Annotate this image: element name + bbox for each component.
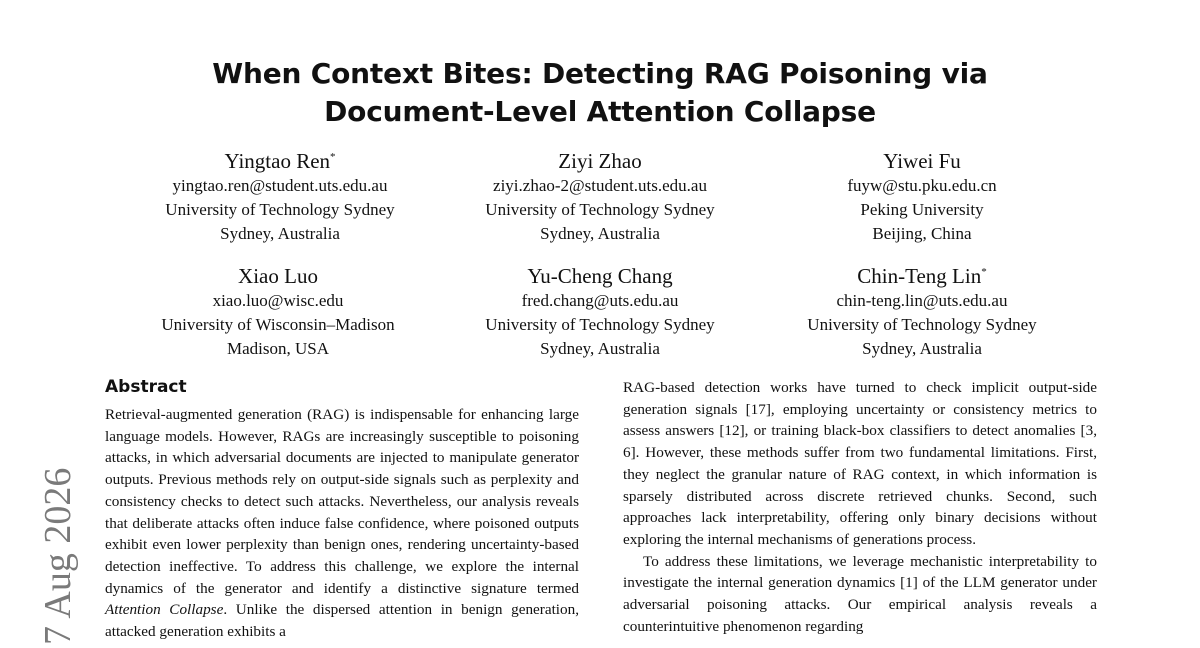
author-email[interactable]: yingtao.ren@student.uts.edu.au <box>172 176 388 195</box>
author-block <box>108 263 448 361</box>
author-name: Yu-Cheng Chang <box>527 264 673 288</box>
author-location: Sydney, Australia <box>540 224 660 243</box>
author-block <box>430 148 770 246</box>
abstract-text: Retrieval-augmented generation (RAG) is indispensable for enhancing large language models. However, RAGs are increasingly susceptible to poisoning attacks, in which adversarial documents are injected to manipulate generator outputs. Previous methods rely on output-side signals such as perplexity and consistency checks to detect such attacks. Nevertheless, our analysis reveals that deliberate attacks often induce false confidence, where poisoned outputs exhibit even lower perplexity than benign ones, rendering uncertainty-based detection ineffective. To address this challenge, we explore the internal dynamics of the generator and identify a distinctive signature termed Attention Collapse. Unlike the dispersed attention in benign generation, attacked generation exhibits a <box>105 406 580 641</box>
abstract-heading: Abstract <box>105 377 187 397</box>
author-location: Sydney, Australia <box>540 339 660 358</box>
paper-title <box>0 55 1200 131</box>
author-name: Ziyi Zhao <box>558 149 642 173</box>
author-name: Yingtao Ren* <box>224 149 336 173</box>
author-name: Xiao Luo <box>238 264 318 288</box>
author-location: Sydney, Australia <box>220 224 340 243</box>
body-paragraph: To address these limitations, we leverage mechanistic interpretability to investigate the internal generation dynamics [1] of the LLM generator under adversarial poisoning attacks. Our empirical analysis reveals a counterintuitive phenomenon regarding <box>623 552 1097 635</box>
author-affiliation: University of Technology Sydney <box>807 315 1037 334</box>
author-block <box>752 263 1092 361</box>
author-email[interactable]: xiao.luo@wisc.edu <box>212 291 344 310</box>
author-affiliation: University of Wisconsin–Madison <box>161 315 395 334</box>
author-location: Sydney, Australia <box>862 339 982 358</box>
title-line-2: Document-Level Attention Collapse <box>324 95 876 128</box>
author-block <box>752 148 1092 246</box>
author-location: Beijing, China <box>872 224 972 243</box>
body-paragraph: RAG-based detection works have turned to check implicit output-side generation signals [17], employing uncertainty or consistency metrics to assess answers [12], or training black-box classifiers to detect anomalies [3, 6]. However, these methods suffer from two fundamental limitations. First, they neglect the granular nature of RAG context, in which information is sparsely distributed across discrete retrieved chunks. Second, such approaches lack interpretability, offering only binary decisions without exploring the internal mechanisms of generations process. <box>623 379 1097 548</box>
author-email[interactable]: fred.chang@uts.edu.au <box>521 291 679 310</box>
corresponding-author-mark: * <box>981 266 987 278</box>
corresponding-author-mark: * <box>330 151 336 163</box>
author-affiliation: Peking University <box>860 200 984 219</box>
author-affiliation: University of Technology Sydney <box>485 200 715 219</box>
author-affiliation: University of Technology Sydney <box>485 315 715 334</box>
author-email[interactable]: fuyw@stu.pku.edu.cn <box>847 176 997 195</box>
side-date-stamp: 7 Aug 2026 <box>37 467 79 645</box>
author-block <box>430 263 770 361</box>
author-name: Yiwei Fu <box>883 149 961 173</box>
author-name: Chin-Teng Lin* <box>857 264 987 288</box>
abstract-column <box>105 375 579 643</box>
author-email[interactable]: chin-teng.lin@uts.edu.au <box>836 291 1008 310</box>
author-email[interactable]: ziyi.zhao-2@student.uts.edu.au <box>493 176 707 195</box>
author-block <box>110 148 450 246</box>
title-line-1: When Context Bites: Detecting RAG Poisoning via <box>212 57 988 90</box>
author-location: Madison, USA <box>226 339 329 358</box>
body-column <box>623 377 1097 637</box>
abstract-term: Attention Collapse <box>105 601 224 619</box>
author-affiliation: University of Technology Sydney <box>165 200 395 219</box>
